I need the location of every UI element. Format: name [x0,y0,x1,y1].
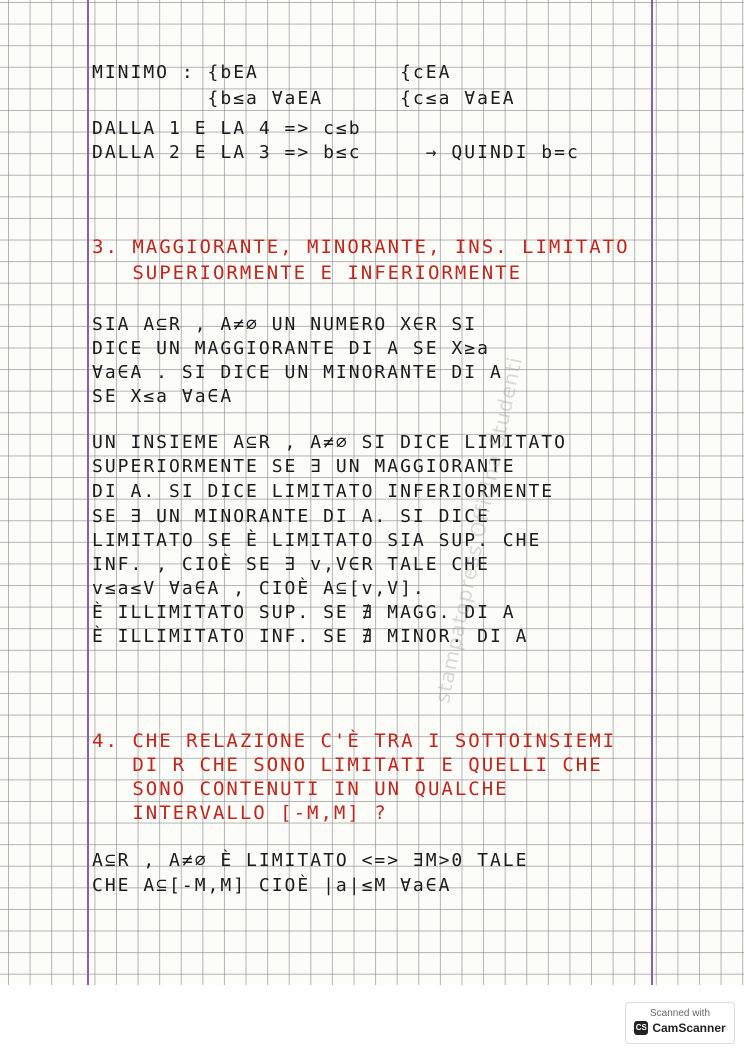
section-3-text: SE ∃ UN MINORANTE DI A. SI DICE [92,506,490,527]
left-margin-line [87,0,89,985]
camscanner-badge [625,1002,735,1044]
section-3-text: È ILLIMITATO INF. SE ∄ MINOR. DI A [92,626,529,647]
section-3-text: DI A. SI DICE LIMITATO INFERIORMENTE [92,481,555,502]
section-3-text: SUPERIORMENTE SE ∃ UN MAGGIORANTE [92,456,516,477]
min-def-line: MINIMO : {bEA {cEA [92,62,452,83]
section-3-title: SUPERIORMENTE E INFERIORMENTE [92,262,523,284]
section-4-title: INTERVALLO [-M,M] ? [92,802,388,824]
section-4-title: SONO CONTENUTI IN UN QUALCHE [92,778,509,800]
section-3-text: DICE UN MAGGIORANTE DI A SE X≥a [92,338,490,359]
camscanner-logo-icon: CS [634,1021,648,1035]
right-margin-line [651,0,653,985]
section-3-text: INF. , CIOÈ SE ∃ v,V∈R TALE CHE [92,554,490,575]
section-3-text: SIA A⊆R , A≠∅ UN NUMERO X∈R SI [92,314,478,335]
section-4-text: CHE A⊆[-M,M] CIOÈ |a|≤M ∀a∈A [92,875,452,896]
section-3-title: 3. MAGGIORANTE, MINORANTE, INS. LIMITATO [92,236,630,258]
section-3-text: UN INSIEME A⊆R , A≠∅ SI DICE LIMITATO [92,432,567,453]
camscanner-brand [626,1021,734,1035]
section-4-title: DI R CHE SONO LIMITATI E QUELLI CHE [92,754,603,776]
section-3-text: È ILLIMITATO SUP. SE ∄ MAGG. DI A [92,602,516,623]
camscanner-name: CamScanner [652,1021,726,1035]
section-3-text: v≤a≤V ∀a∈A , CIOÈ A⊆[v,V]. [92,578,426,599]
section-3-text: ∀a∈A . SI DICE UN MINORANTE DI A [92,362,503,383]
section-3-text: SE X≤a ∀a∈A [92,386,234,407]
watermark-text: stampatopress Officina Studenti [430,354,527,705]
min-def-line: DALLA 1 E LA 4 => c≤b [92,118,362,139]
section-3-text: LIMITATO SE È LIMITATO SIA SUP. CHE [92,530,542,551]
scanned-with-label: Scanned with [649,1008,711,1019]
min-def-line: {b≤a ∀aEA {c≤a ∀aEA [92,88,516,109]
min-def-line: DALLA 2 E LA 3 => b≤c → QUINDI b=c [92,142,580,163]
section-4-title: 4. CHE RELAZIONE C'È TRA I SOTTOINSIEMI [92,730,617,752]
section-4-text: A⊆R , A≠∅ È LIMITATO <=> ∃M>0 TALE [92,850,529,871]
